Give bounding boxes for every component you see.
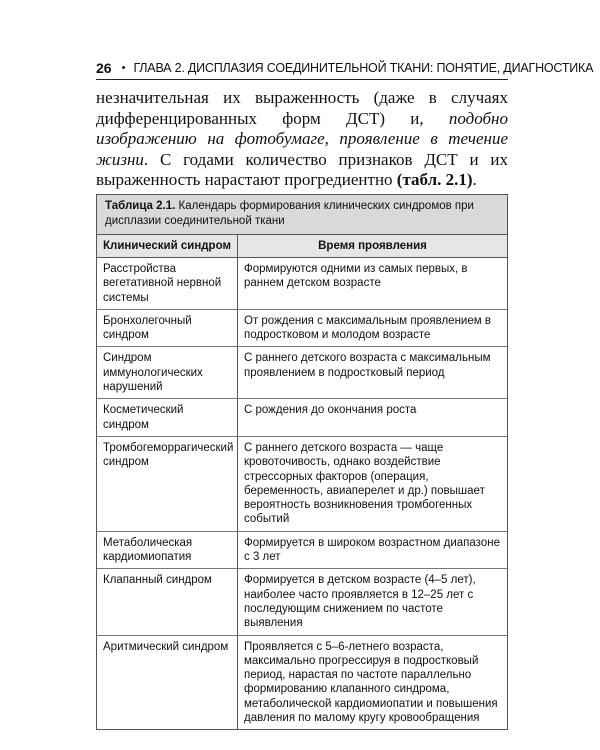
cell-time: Формируется в детском возрасте (4–5 лет), наиболее часто проявляется в 12–25 лет с последующим снижением по частоте выявления [238, 569, 508, 635]
paragraph-italic: подобно изображению на фотобумаге, проявление в течение жизни [96, 108, 508, 169]
cell-time: Формируются одними из самых первых, в раннем детском возрасте [238, 258, 508, 310]
paragraph-end: . [472, 170, 477, 189]
caption-label: Таблица 2.1. [105, 200, 176, 212]
header-rule [96, 79, 508, 80]
cell-time: Проявляется с 5–6-летнего возраста, максимально прогрессируя в подростковый период, нарастая по частоте параллельно формированию клапанного синдрома, метаболической кардиомиопатии и повышения давления по малому кругу кровообращения [244, 640, 498, 725]
paragraph-part2: . С годами количество признаков ДСТ и их выраженность нарастают прогредиентно [96, 149, 508, 189]
cell-time: Формируется в широком возрастном диапазоне с 3 лет [238, 531, 508, 569]
cell-syndrome: Расстройства вегетативной нервной системы [97, 258, 238, 310]
bullet-separator: • [121, 62, 126, 74]
cell-syndrome: Бронхолегочный синдром [97, 309, 238, 347]
cell-syndrome: Косметический синдром [97, 399, 238, 437]
table-grid [97, 235, 507, 729]
running-head [96, 58, 594, 78]
table-caption [97, 195, 507, 235]
table-row [97, 309, 507, 347]
cell-syndrome: Синдром иммунологических нарушений [97, 347, 238, 399]
cell-time: С рождения до окончания роста [238, 399, 508, 437]
table-row [97, 399, 507, 437]
table-row [97, 635, 507, 729]
cell-syndrome: Клапанный синдром [97, 569, 238, 635]
cell-time: С раннего детского возраста с максимальным проявлением в подростковый период [238, 347, 508, 399]
cell-syndrome: Тромбогеморрагический синдром [97, 436, 238, 531]
body-paragraph [96, 88, 508, 191]
cell-time: От рождения с максимальным проявлением в подростковом и молодом возрасте [238, 309, 508, 347]
table-row [97, 347, 507, 399]
table-row [97, 531, 507, 569]
chapter-title: ГЛАВА 2. ДИСПЛАЗИЯ СОЕДИНИТЕЛЬНОЙ ТКАНИ: ПОНЯТИЕ, ДИАГНОСТИКА [133, 61, 594, 75]
column-header-syndrome: Клинический синдром [97, 235, 238, 258]
column-header-time: Время проявления [238, 235, 508, 258]
cell-syndrome: Аритмический синдром [97, 635, 238, 729]
cell-time: С раннего детского возраста — чаще кровоточивость, однако воздействие стрессорных факторов (операция, беременность, авиаперелет и др.) повышает вероятность возникновения тромбогенных событий [238, 436, 508, 531]
paragraph-part1: незначительная их выраженность (даже в случаях дифференцированных форм ДСТ) и, [96, 88, 508, 128]
page-number: 26 [96, 60, 112, 76]
cell-syndrome: Метаболическая кардиомиопатия [97, 531, 238, 569]
table-row [97, 258, 507, 310]
table-header-row [97, 235, 507, 258]
syndrome-table [96, 194, 508, 730]
table-reference: (табл. 2.1) [396, 170, 473, 189]
caption-text: Календарь формирования клинических синдромов при дисплазии соединительной ткани [105, 200, 474, 227]
table-row [97, 436, 507, 531]
table-row [97, 569, 507, 635]
